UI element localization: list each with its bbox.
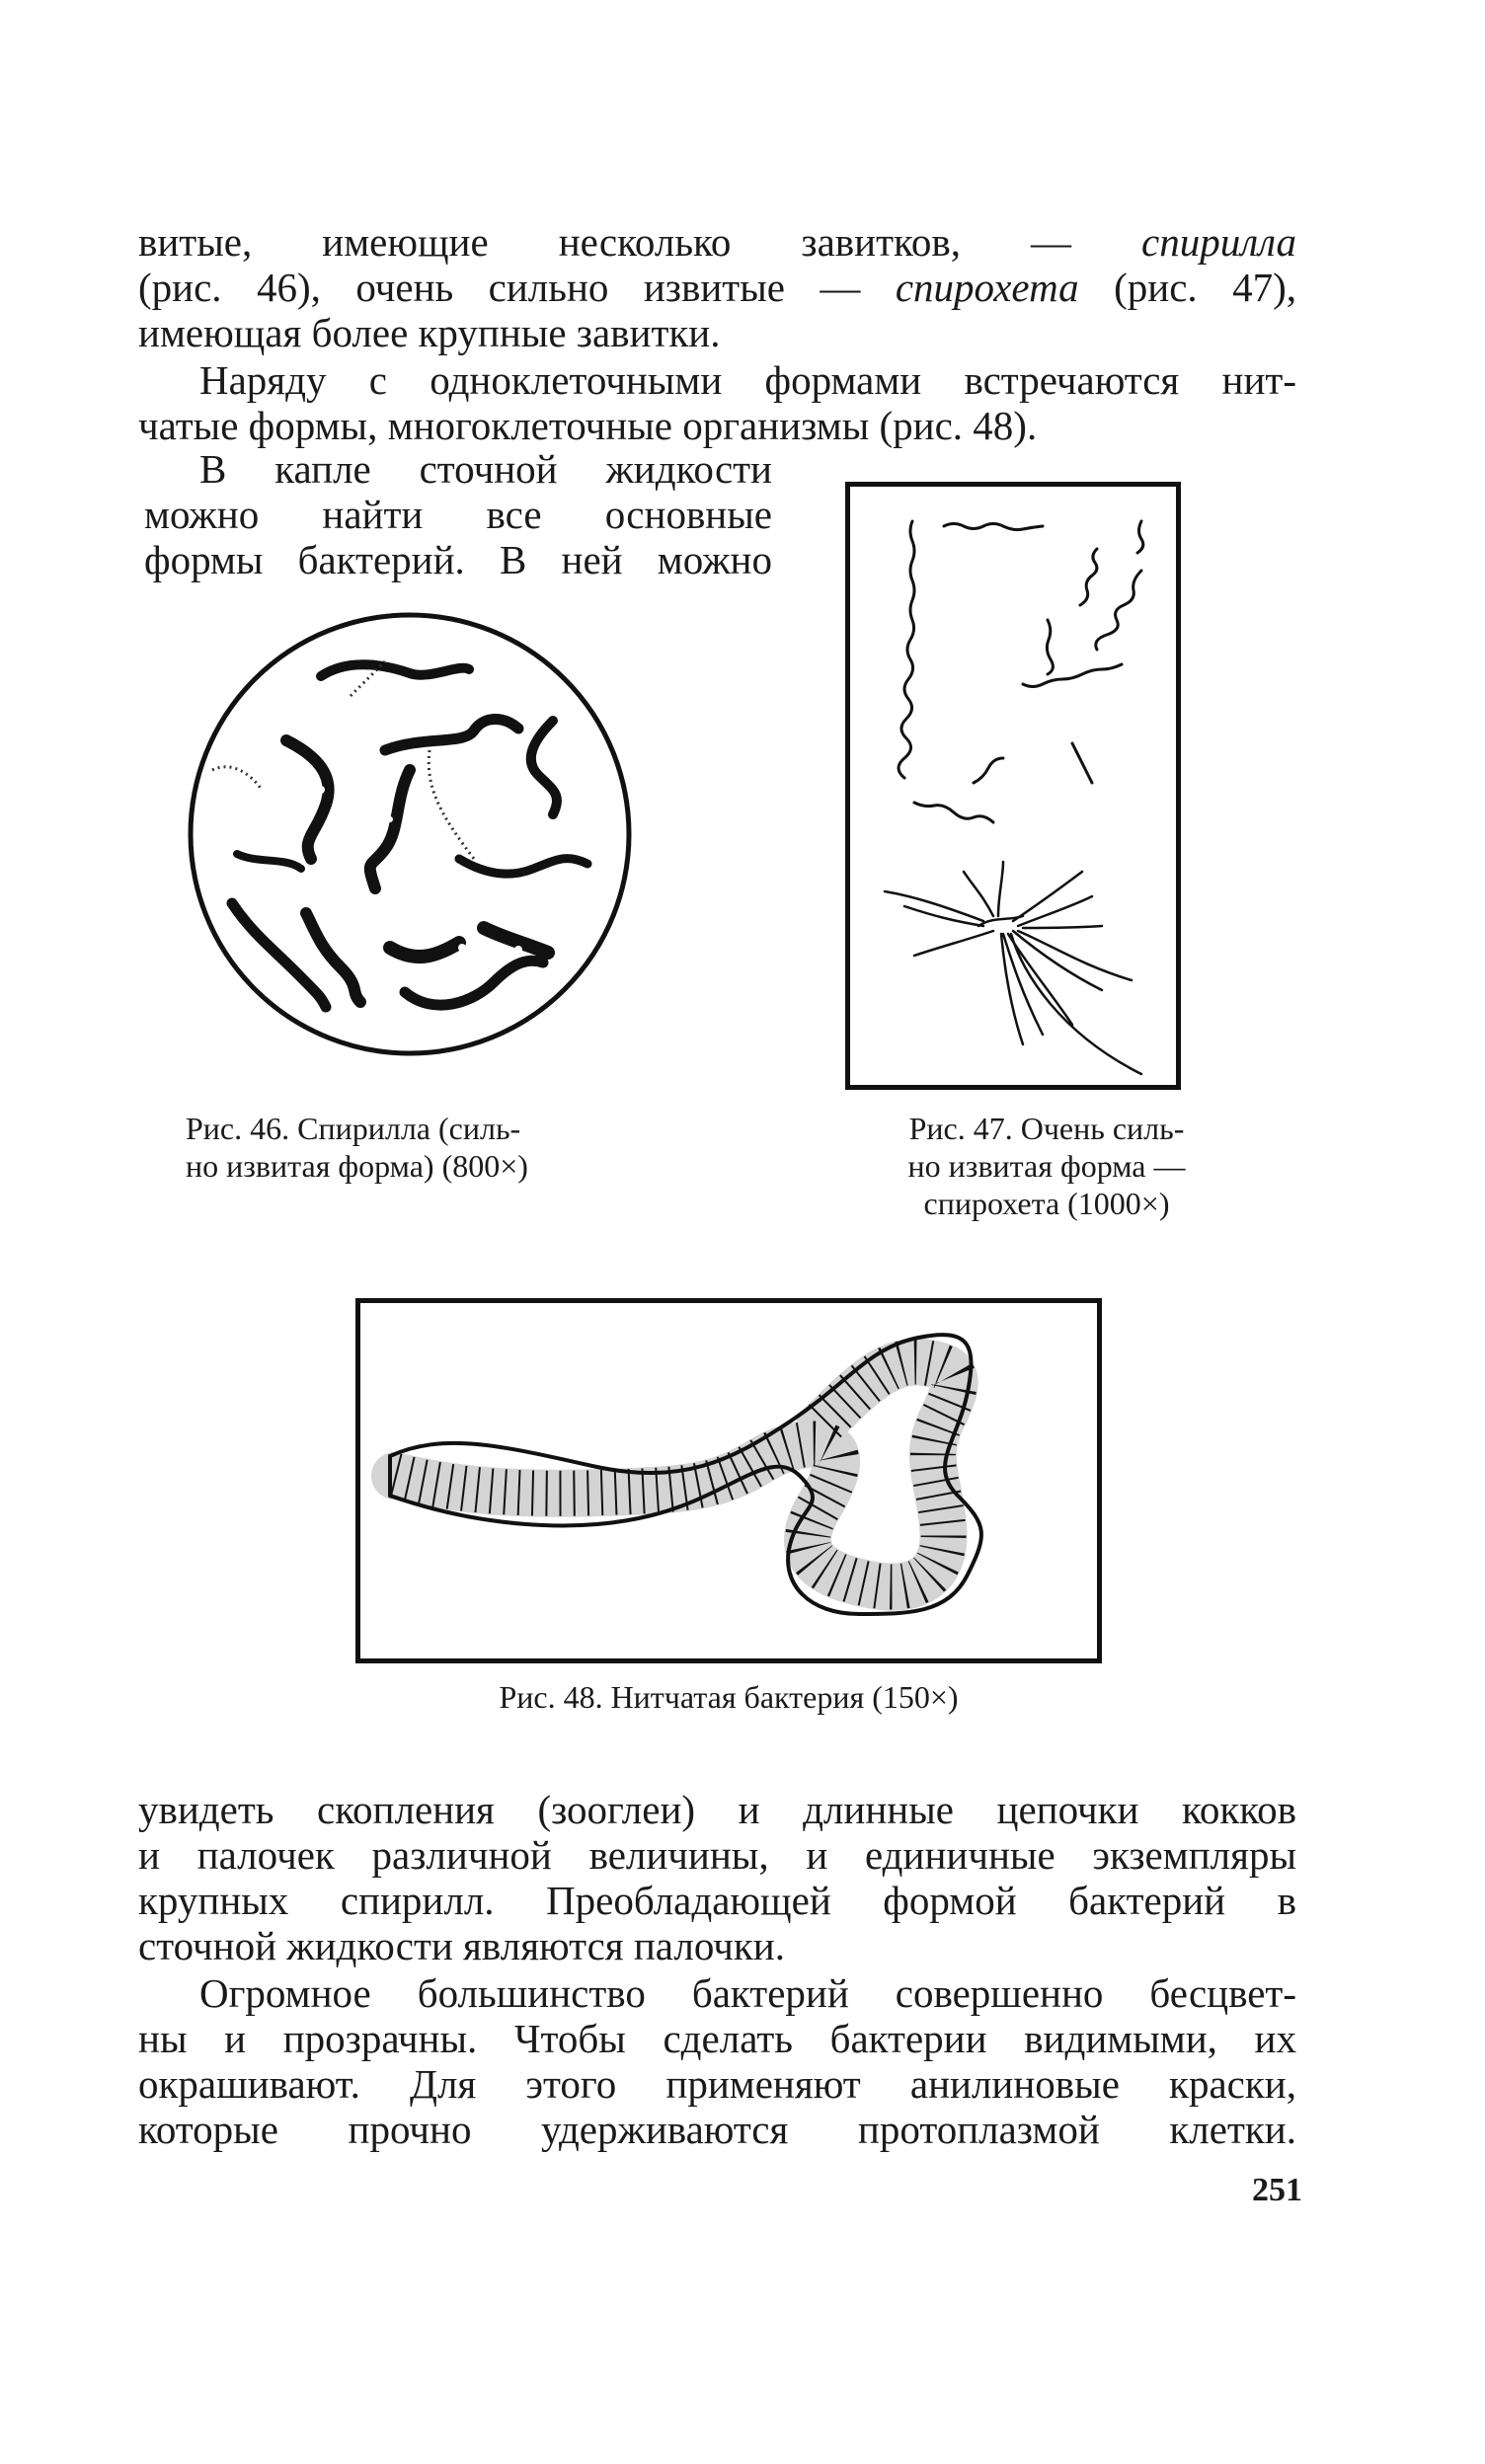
p1-line2 [138, 265, 1296, 310]
p1-line3: имеющая более крупные завитки. [138, 310, 721, 355]
p1-line2-text: (рис. 46), очень сильно извитые — [138, 265, 861, 310]
figure-46-caption [186, 1110, 650, 1185]
figure-47-caption [869, 1110, 1224, 1222]
figure-46-caption-line2: но извитая форма) (800×) [186, 1148, 528, 1184]
p3-line2: можно найти все основные [144, 492, 772, 537]
p1-line1-text: витые, имеющие несколько завитков, — [138, 219, 1071, 265]
p5-line2: ны и прозрачны. Чтобы сделать бактерии видимыми, их [138, 2016, 1296, 2061]
p4-line3: крупных спирилл. Преобладающей формой бактерий в [138, 1878, 1296, 1923]
p4-line2: и палочек различной величины, и единичные экземпляры [138, 1832, 1296, 1878]
term-spirochete: спирохета [895, 265, 1079, 310]
p3-line1: В капле сточной жидкости [199, 446, 772, 492]
figure-47-caption-line2: но извитая форма — [907, 1148, 1186, 1184]
p2-line2: чатые формы, многоклеточные организмы (рис. 48). [138, 403, 1038, 448]
figure-48-filamentous-bacterium [355, 1298, 1102, 1663]
p1-line1 [138, 219, 1296, 265]
term-spirilla: спирилла [1141, 219, 1296, 265]
p3-line3: формы бактерий. В ней можно [144, 537, 772, 582]
p5-line3: окрашивают. Для этого применяют анилиновые краски, [138, 2061, 1296, 2107]
p1-line2-end: (рис. 47), [1114, 265, 1297, 310]
figure-48-caption: Рис. 48. Нитчатая бактерия (150×) [499, 1679, 959, 1715]
p5-line4: которые прочно удерживаются протоплазмой клетки. [138, 2107, 1296, 2152]
figure-47-caption-line3: спирохета (1000×) [923, 1186, 1170, 1221]
page-number: 251 [1252, 2172, 1302, 2208]
figure-47-caption-line1: Рис. 47. Очень силь- [908, 1111, 1185, 1146]
p4-line1: увидеть скопления (зооглеи) и длинные цепочки кокков [138, 1787, 1296, 1832]
figure-46-caption-line1: Рис. 46. Спирилла (силь- [186, 1111, 521, 1146]
figure-46-spirilla [178, 602, 642, 1066]
p2-line1: Наряду с одноклеточными формами встречаются нит- [199, 357, 1296, 403]
figure-47-spirochete [845, 482, 1181, 1090]
p5-line1: Огромное большинство бактерий совершенно бесцвет- [199, 1970, 1296, 2016]
p4-line4: сточной жидкости являются палочки. [138, 1923, 785, 1968]
